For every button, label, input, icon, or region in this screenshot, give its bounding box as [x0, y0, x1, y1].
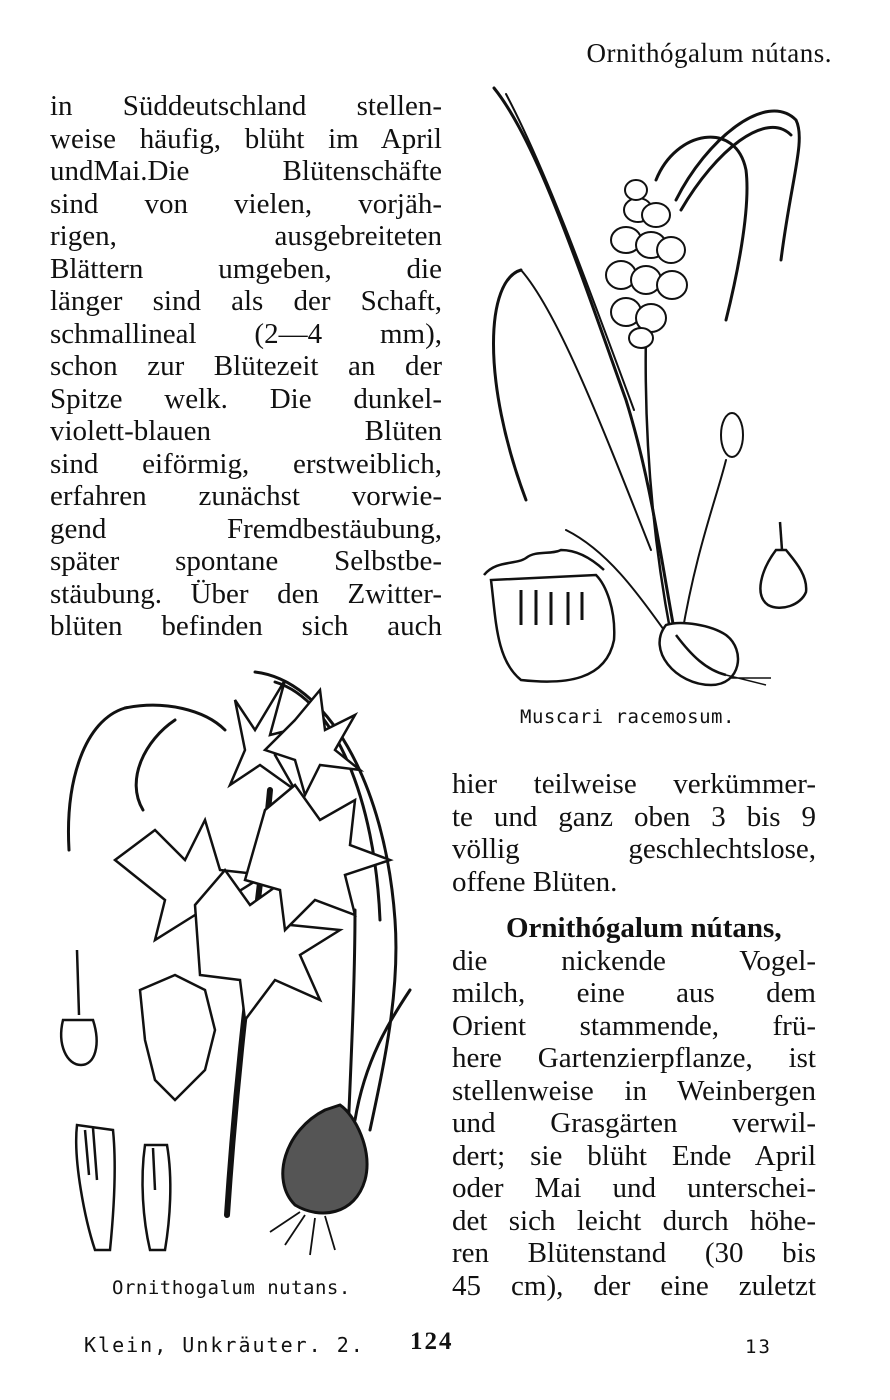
muscari-illustration [476, 80, 816, 700]
text-line: hier teilweise verkümmer- [452, 768, 816, 800]
text-line: here Gartenzierpflanze, ist [452, 1042, 816, 1074]
text-line: später spontane Selbstbe- [50, 545, 442, 577]
text-line: violett-blauen Blüten [50, 415, 442, 447]
ornithogalum-illustration [55, 660, 425, 1270]
text-line: Spitze welk. Die dunkel- [50, 382, 442, 415]
text-line: stellenweise in Weinbergen [452, 1074, 816, 1107]
text-line: gend Fremdbestäubung, [50, 512, 442, 545]
text-line: sind eiförmig, erstweiblich, [50, 447, 442, 480]
running-head: Ornithógalum nútans. [586, 38, 832, 68]
text-line: undMai.Die Blütenschäfte [50, 155, 442, 187]
text-line: ren Blütenstand (30 bis [452, 1237, 816, 1269]
text-line: stäubung. Über den Zwitter- [50, 577, 442, 610]
text-line: schon zur Blütezeit an der [50, 350, 442, 382]
text-line: in Süddeutschland stellen- [50, 90, 442, 122]
text-line: rigen, ausgebreiteten [50, 220, 442, 252]
text-line: sind von vielen, vorjäh- [50, 187, 442, 220]
text-line: weise häufig, blüht im April [50, 122, 442, 155]
text-line: die nickende Vogel- [452, 944, 816, 977]
text-line: Orient stammende, frü- [452, 1009, 816, 1042]
signature-mark: 13 [745, 1336, 772, 1358]
leaf-stroke [494, 270, 527, 500]
text-line: schmallineal (2—4 mm), [50, 317, 442, 350]
text-line: blüten befinden sich auch [50, 610, 442, 642]
text-line: Blättern umgeben, die [50, 252, 442, 285]
caption-muscari: Muscari racemosum. [520, 706, 735, 728]
text-line: det sich leicht durch höhe- [452, 1204, 816, 1237]
species-heading: Ornithógalum nútans, [506, 912, 782, 944]
text-line: völlig geschlechtslose, [452, 833, 816, 865]
text-line: erfahren zunächst vorwie- [50, 480, 442, 512]
page-number: 124 [410, 1328, 454, 1355]
text-column-bottom-right [452, 768, 816, 1302]
species-heading-line [452, 912, 816, 945]
caption-ornithogalum: Ornithogalum nutans. [112, 1277, 351, 1299]
text-line: te und ganz oben 3 bis 9 [452, 800, 816, 833]
text-line: und Grasgärten verwil- [452, 1107, 816, 1139]
text-line: länger sind als der Schaft, [50, 285, 442, 317]
text-line: 45 cm), der eine zuletzt [452, 1269, 816, 1302]
text-column-top-left [50, 90, 442, 643]
text-line: oder Mai und unterschei- [452, 1172, 816, 1204]
text-line: dert; sie blüht Ende April [452, 1139, 816, 1172]
text-line: milch, eine aus dem [452, 977, 816, 1009]
leaf-stroke [68, 708, 125, 850]
text-line: offene Blüten. [452, 865, 618, 898]
footer-book-title: Klein, Unkräuter. 2. [84, 1333, 365, 1357]
